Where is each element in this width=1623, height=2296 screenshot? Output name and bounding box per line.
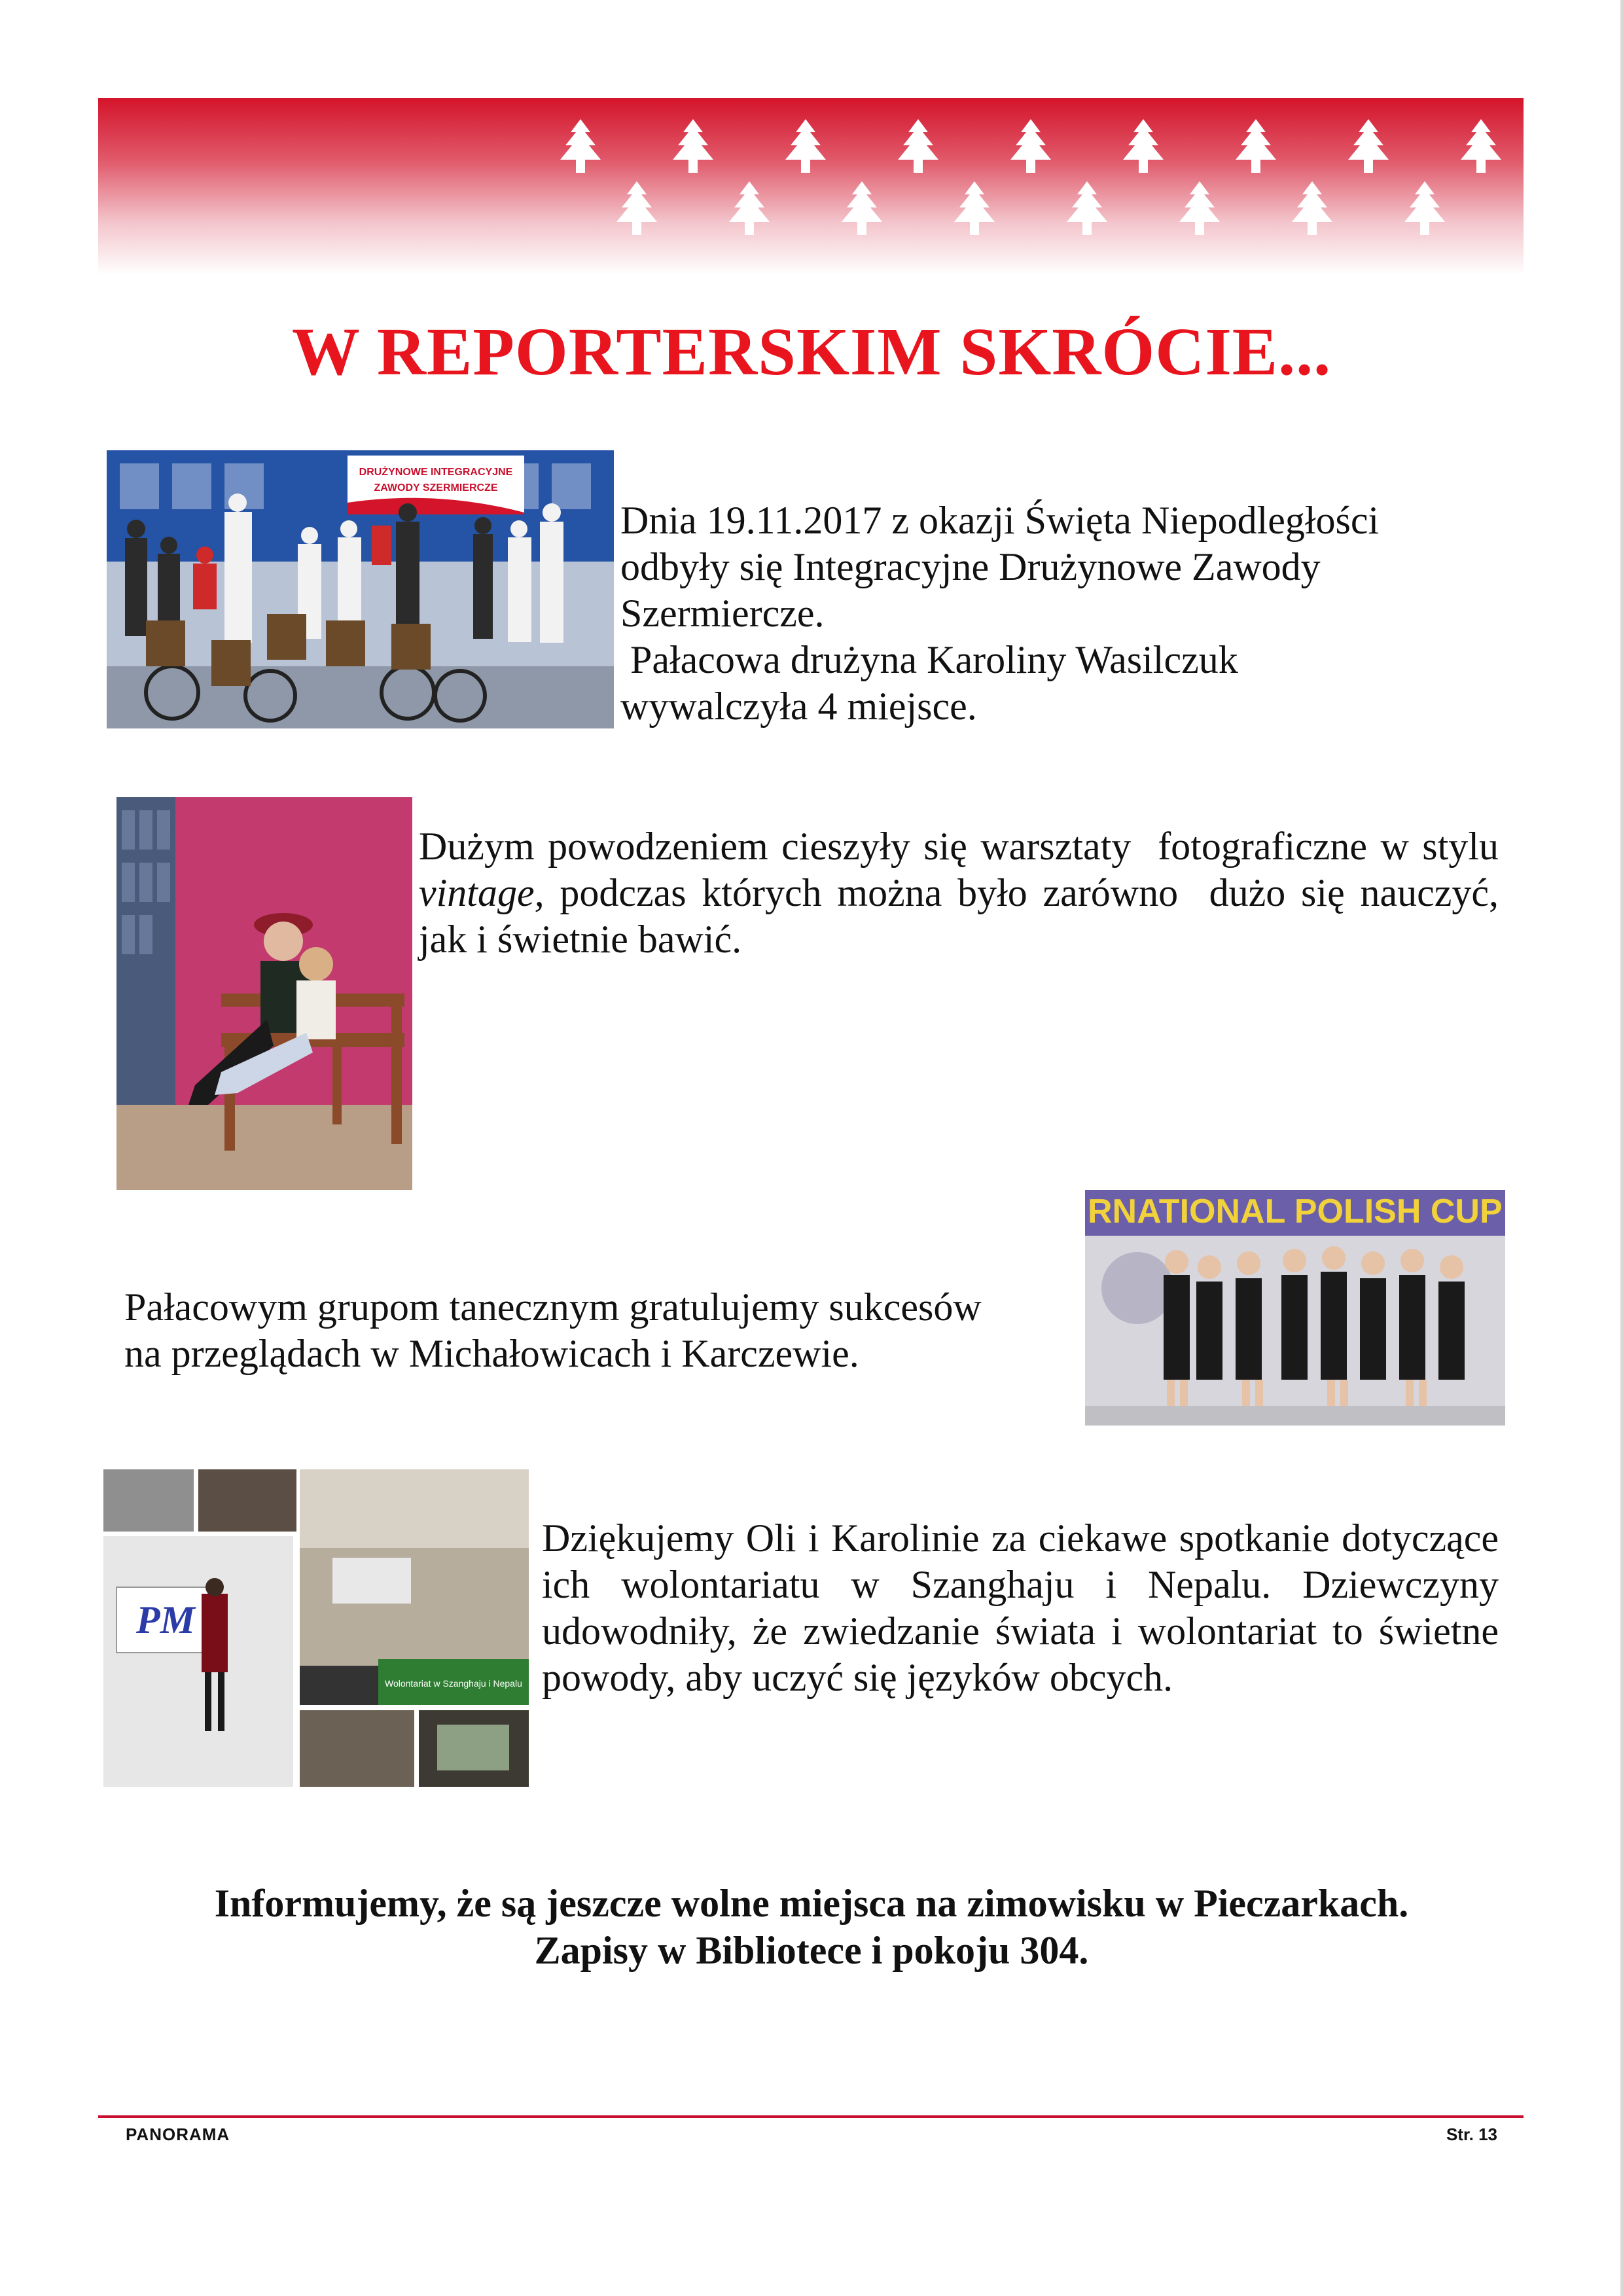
fencing-article-line-1: Dnia 19.11.2017 z okazji Święta Niepodległości	[620, 499, 1380, 542]
christmas-tree-icon	[1452, 118, 1510, 177]
dance-article	[124, 1284, 1073, 1377]
christmas-tree-icon	[776, 118, 835, 177]
christmas-tree-icon	[607, 180, 666, 239]
christmas-tree-icon	[889, 118, 948, 177]
volunteer-logo-text: PM	[136, 1598, 195, 1641]
christmas-tree-icon	[551, 118, 610, 177]
fencing-team-photo	[107, 450, 614, 728]
christmas-tree-icon	[664, 118, 722, 177]
volunteering-article: Dziękujemy Oli i Karolinie za ciekawe spotkanie dotyczące ich wolontariatu w Szanghaju i Nepalu. Dziewczyny udowodniły, że zwiedzanie świata i wolontariat to świetne powody, aby uczyć się języków obcych.	[542, 1516, 1499, 1699]
notice-line-2: Zapisy w Bibliotece i pokoju 304.	[534, 1929, 1089, 1972]
christmas-tree-icon	[832, 180, 891, 239]
fencing-article	[620, 497, 1524, 730]
christmas-tree-icon	[1339, 118, 1398, 177]
vintage-workshop-photo	[116, 797, 412, 1190]
dance-group-photo	[1085, 1190, 1505, 1426]
footer-publication-name: PANORAMA	[126, 2125, 230, 2144]
christmas-tree-icon	[1395, 180, 1454, 239]
fencing-article-line-5: wywalczyła 4 miejsce.	[620, 685, 977, 728]
header-banner	[98, 98, 1524, 275]
christmas-tree-icon	[1226, 118, 1285, 177]
photo-workshop-text-after: podczas których można było zarówno dużo się nauczyć, jak i świetnie bawić.	[419, 871, 1508, 961]
fencing-article-line-3: Szermiercze.	[620, 592, 825, 635]
photo-workshop-article	[419, 823, 1508, 963]
photo-workshop-text-before: Dużym powodzeniem cieszyły się warsztaty fotograficzne w stylu	[419, 825, 1508, 868]
volunteering-collage-photo	[103, 1469, 529, 1787]
christmas-tree-icon	[945, 180, 1004, 239]
dance-banner-text: RNATIONAL POLISH CUP	[1088, 1193, 1503, 1230]
christmas-tree-icon	[1114, 118, 1173, 177]
winter-camp-notice	[0, 1880, 1623, 1974]
page-title: W REPORTERSKIM SKRÓCIE...	[291, 314, 1332, 389]
dance-article-line-2: na przeglądach w Michałowicach i Karczewie.	[124, 1332, 859, 1375]
footer-rule	[98, 2115, 1524, 2118]
fencing-banner-text-2: ZAWODY SZERMIERCZE	[374, 482, 498, 493]
footer-page-number: Str. 13	[1446, 2125, 1497, 2144]
fencing-banner-text-1: DRUŻYNOWE INTEGRACYJNE	[359, 467, 513, 478]
fencing-article-line-2: odbyły się Integracyjne Drużynowe Zawody	[620, 545, 1321, 588]
christmas-tree-icon	[1058, 180, 1116, 239]
christmas-tree-icon	[1001, 118, 1060, 177]
photo-workshop-emphasis: vintage,	[419, 871, 544, 914]
dance-article-line-1: Pałacowym grupom tanecznym gratulujemy sukcesów	[124, 1285, 982, 1329]
christmas-tree-icon	[1283, 180, 1342, 239]
christmas-tree-icon	[720, 180, 779, 239]
fencing-article-line-4: Pałacowa drużyna Karoliny Wasilczuk	[620, 638, 1238, 681]
volunteer-slide-text: Wolontariat w Szanghaju i Nepalu	[385, 1678, 522, 1689]
notice-line-1: Informujemy, że są jeszcze wolne miejsca na zimowisku w Pieczarkach.	[214, 1882, 1409, 1925]
christmas-tree-icon	[1170, 180, 1229, 239]
